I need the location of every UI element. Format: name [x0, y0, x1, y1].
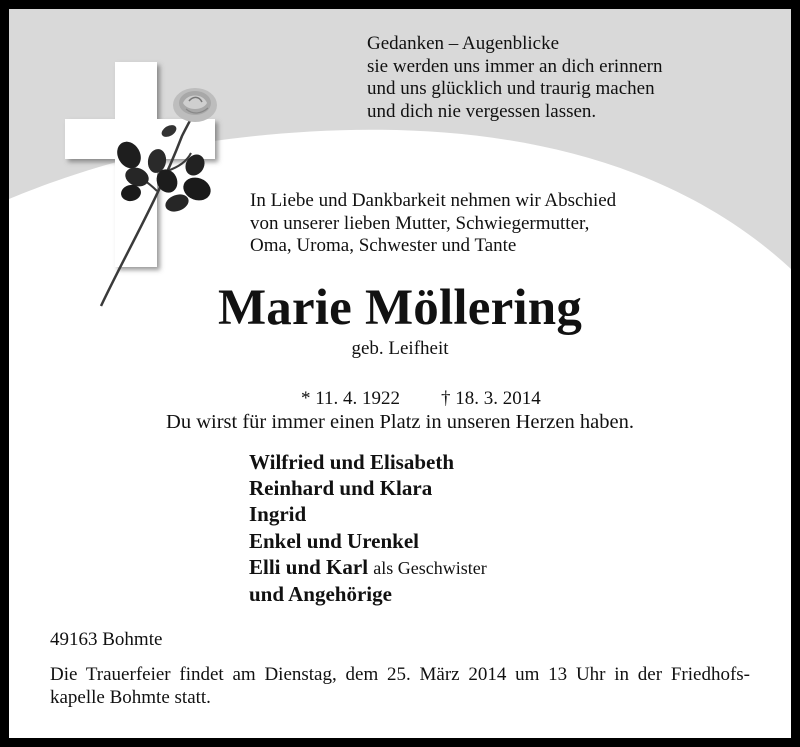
service-line: kapelle Bohmte statt.: [50, 686, 211, 708]
poem-line: sie werden uns immer an dich erinnern: [367, 55, 663, 77]
intro-line: Oma, Uroma, Schwester und Tante: [250, 235, 517, 256]
birth-date: * 11. 4. 1922: [301, 388, 401, 409]
mourner-entry: [249, 449, 487, 475]
intro-line: In Liebe und Dankbarkeit nehmen wir Abschied: [250, 190, 617, 211]
mourner-name: Reinhard und Klara: [249, 476, 433, 501]
poem-line: und uns glücklich und traurig machen: [367, 78, 655, 99]
mourner-name: Ingrid: [249, 502, 307, 527]
poem-line: Gedanken – Augenblicke: [367, 33, 560, 54]
mourner-entry: [249, 581, 487, 607]
mourners-list: [249, 449, 487, 607]
death-date: † 18. 3. 2014: [441, 388, 541, 409]
mourner-entry: [249, 554, 487, 581]
poem-line: und dich nie vergessen lassen.: [367, 100, 597, 122]
city-line: 49163 Bohmte: [50, 629, 163, 650]
poem: [367, 33, 662, 123]
mourner-entry: [249, 475, 487, 501]
mourner-name: Enkel und Urenkel: [249, 528, 419, 553]
farewell-intro: [250, 190, 616, 258]
mourner-entry: [249, 501, 487, 527]
mourner-name: Elli und Karl: [249, 554, 369, 579]
deceased-name: Marie Möllering: [217, 280, 583, 336]
mourner-name: und Angehörige: [249, 582, 392, 607]
mourner-name: Wilfried und Elisabeth: [249, 450, 454, 474]
mourner-entry: [249, 528, 487, 554]
funeral-service-notice: [50, 664, 750, 709]
intro-line: von unserer lieben Mutter, Schwiegermutter,: [250, 212, 590, 234]
memorial-quote: Du wirst für immer einen Platz in unseren Herzen haben.: [166, 411, 634, 433]
service-line: Die Trauerfeier findet am Dienstag, dem 25. März 2014 um 13 Uhr in der Friedhofs-: [50, 664, 750, 685]
mourner-note: als Geschwister: [373, 557, 487, 578]
birth-name: geb. Leifheit: [351, 338, 449, 359]
